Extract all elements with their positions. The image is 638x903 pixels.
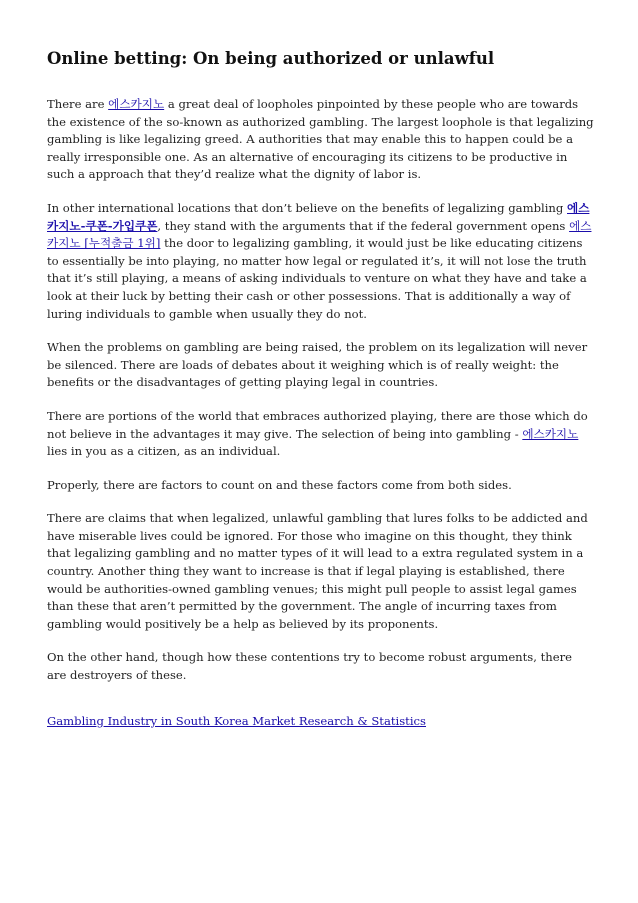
page-title: Online betting: On being authorized or unlawful xyxy=(47,49,495,68)
paragraph-6: There are claims that when legalized, unlawful gambling that lures folks to be addicted and have miserable lives could be ignored. For those who imagine on this thought, they think that legalizing gambling and no matter types of it will lead to a extra regulated system in a country. Another thing they want to increase is that if legal playing is established, there would be authorities-owned gambling venues; this might pull people to assist legal games than these that aren’t permitted by the government. The angle of incurring taxes from gambling would positively be a help as believed by its proponents. xyxy=(47,511,588,631)
footer-link-container xyxy=(47,713,594,731)
escasino-withdrawal-link[interactable]: 에스카지노 [누적출금 1위] xyxy=(47,218,592,251)
paragraph-5: Properly, there are factors to count on and these factors come from both sides. xyxy=(47,477,512,492)
paragraph-7: On the other hand, though how these contentions try to become robust arguments, there are destroyers of these. xyxy=(47,650,573,683)
paragraph-4 xyxy=(47,408,594,461)
paragraph-2-text-a: In other international locations that don’t believe on the benefits of legalizing gambling xyxy=(47,200,567,215)
paragraph-1-text-a: There are xyxy=(47,97,109,111)
paragraph-1-text-b: a great deal of loopholes pinpointed by these people who are towards the existence of the so-known as authorized gambling. The largest loophole is that legalizing gambling is like legalizing greed. A authorities that may enable this to happen could be a really irresponsible one. As an alternative of encouraging its citizens to be productive in such a approach that they’d realize what the dignity of labor is. xyxy=(47,97,594,182)
paragraph-3: When the problems on gambling are being raised, the problem on its legalization will never be silenced. There are loads of debates about it weighing which is of really weight: the benefits or the disadvantages of getting playing legal in countries. xyxy=(47,340,588,390)
escasino-link-1[interactable]: 에스카지노 xyxy=(108,97,165,111)
escasino-coupon-link[interactable]: 에스카지노-쿠폰-가입쿠폰 xyxy=(47,200,590,233)
market-research-link[interactable]: Gambling Industry in South Korea Market Research & Statistics xyxy=(47,713,426,728)
escasino-link-2[interactable]: 에스카지노 xyxy=(522,426,579,441)
paragraph-4-text-b: lies in you as a citizen, as an individual. xyxy=(47,444,281,459)
paragraph-2-text-b: , they stand with the arguments that if the federal government opens xyxy=(157,218,570,233)
paragraph-2-text-c: the door to legalizing gambling, it would just be like educating citizens to essentially be into playing, no matter how legal or regulated it’s, it will not lose the truth that it’s still playing, a means of asking individuals to venture on what they have and take a look at their luck by betting their cash or other possessions. That is additionally a way of luring individuals to gamble when usually they do not. xyxy=(47,236,587,321)
paragraph-2 xyxy=(47,200,594,323)
paragraph-1 xyxy=(47,96,594,184)
paragraph-4-text-a: There are portions of the world that embraces authorized playing, there are those which do not believe in the advantages it may give. The selection of being into gambling - xyxy=(47,408,588,441)
